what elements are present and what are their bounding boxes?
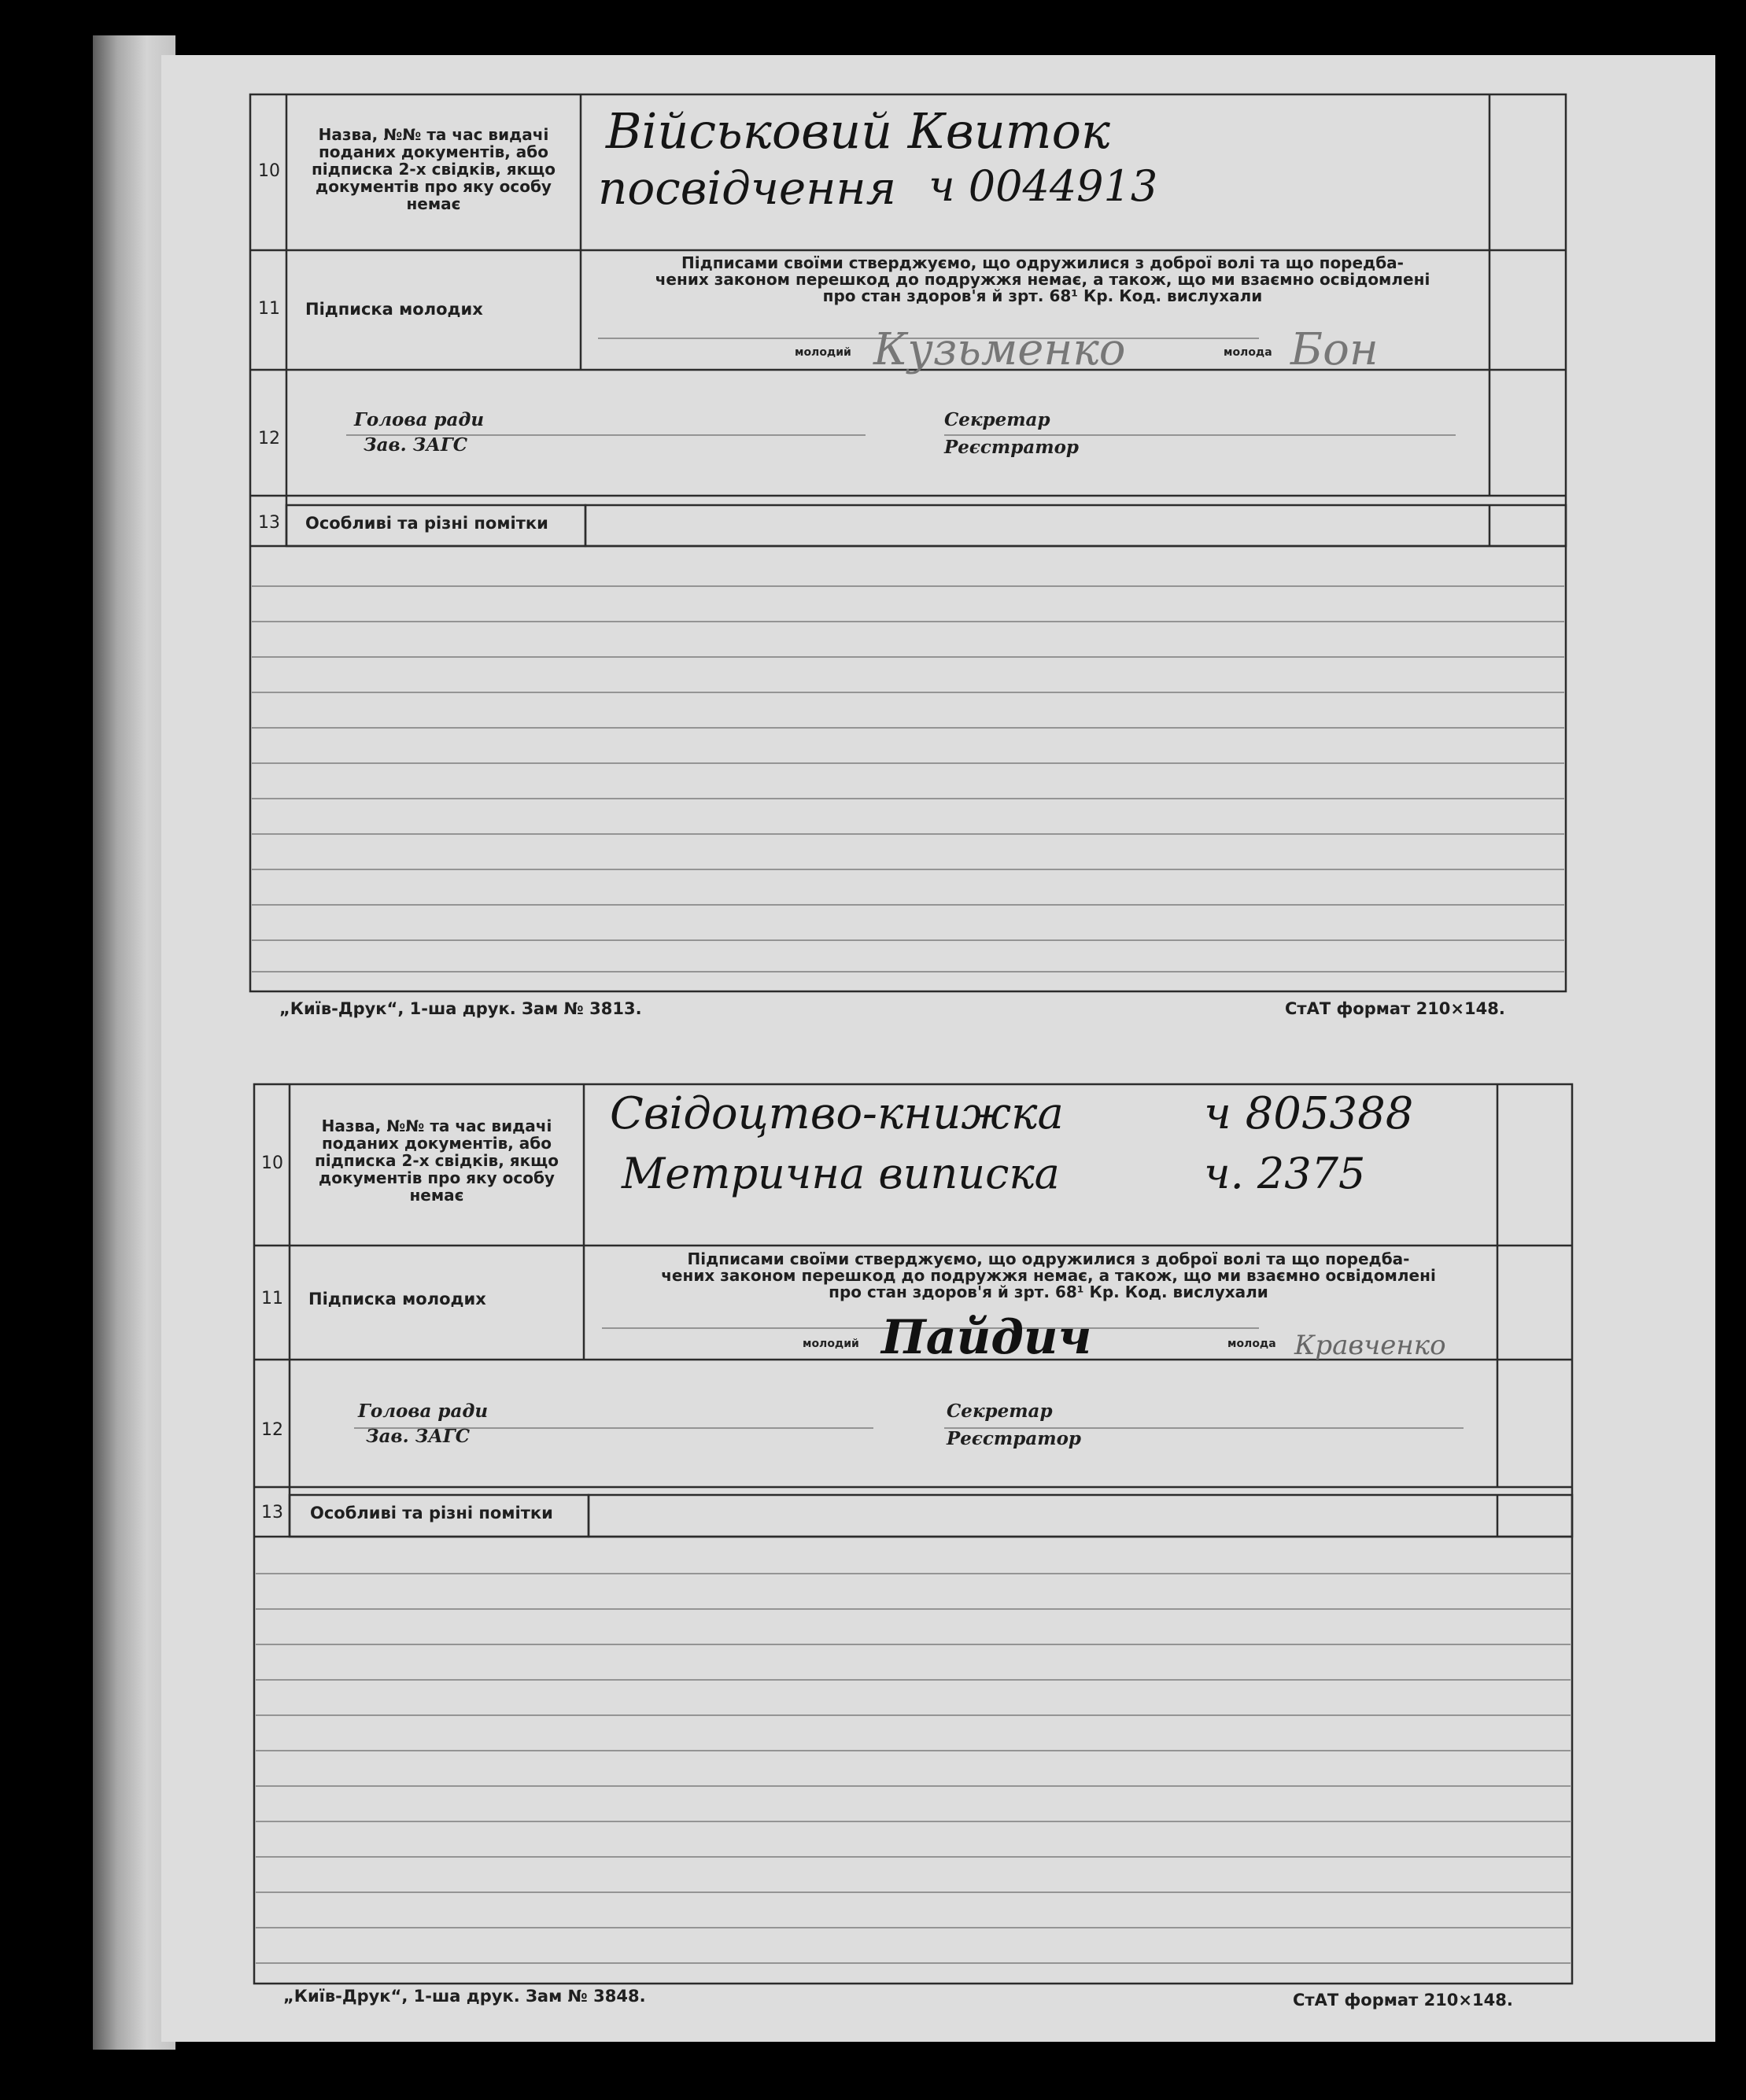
row-number: 11 — [258, 299, 280, 319]
zags-head-label: Зав. ЗАГС — [364, 434, 468, 456]
documents-label: Назва, №№ та час видачі поданих документів, або підписка 2-х свідків, якщо документів про яку особу немає — [311, 125, 556, 213]
row-number: 12 — [261, 1420, 283, 1440]
registrar-label: Реєстратор — [944, 437, 1080, 458]
secretary-label: Секретар — [944, 409, 1050, 430]
documents-label: Назва, №№ та час видачі поданих документів, або підписка 2-х свідків, якщо документів про яку особу немає — [314, 1116, 559, 1205]
row-number: 10 — [261, 1153, 283, 1173]
handwritten-document-number: ч 805388 — [1204, 1088, 1414, 1139]
handwritten-birth-extract: Метрична виписка — [622, 1149, 1060, 1198]
bride-label: молода — [1227, 1338, 1276, 1350]
handwritten-document-name: Військовий Квиток — [606, 102, 1110, 160]
council-head-label: Голова ради — [358, 1401, 489, 1422]
oath-text: Підписами своїми стверджуємо, що одружилися з доброї волі та що поредба- чених законом перешкод до подружжя немає, а також, що ми взаємно освідомлені про стан здоров'я й зрт. 68¹ Кр. Код. вислухали — [655, 253, 1430, 305]
row-number: 12 — [258, 429, 280, 448]
row-number: 13 — [261, 1503, 283, 1522]
special-notes-label: Особливі та різні помітки — [305, 514, 548, 533]
format-imprint: СтАТ формат 210×148. — [1285, 999, 1505, 1018]
printer-imprint: „Київ-Друк“, 1-ша друк. Зам № 3813. — [279, 999, 642, 1018]
row-number: 10 — [258, 161, 280, 181]
zags-head-label: Зав. ЗАГС — [366, 1426, 471, 1447]
handwritten-document-type: посвідчення — [598, 161, 897, 215]
format-imprint: СтАТ формат 210×148. — [1293, 1991, 1513, 2010]
groom-signature: Пайдич — [881, 1310, 1092, 1365]
row-number: 13 — [258, 513, 280, 533]
groom-label: молодий — [803, 1338, 859, 1350]
groom-signature: Кузьменко — [873, 324, 1126, 375]
newlyweds-signature-label: Підписка молодих — [308, 1290, 486, 1308]
printer-imprint: „Київ-Друк“, 1-ша друк. Зам № 3848. — [283, 1987, 646, 2006]
groom-label: молодий — [795, 346, 851, 359]
bride-signature: Бон — [1290, 324, 1379, 375]
handwritten-document-number: ч 0044913 — [928, 161, 1158, 211]
handwritten-document-name: Свідоцтво-книжка — [610, 1088, 1064, 1139]
newlyweds-signature-label: Підписка молодих — [305, 300, 483, 319]
bride-signature: Кравченко — [1294, 1330, 1446, 1361]
handwritten-extract-number: ч. 2375 — [1204, 1149, 1366, 1198]
council-head-label: Голова ради — [354, 409, 485, 430]
row-number: 11 — [261, 1289, 283, 1308]
registrar-label: Реєстратор — [947, 1428, 1082, 1449]
special-notes-label: Особливі та різні помітки — [310, 1504, 553, 1522]
bride-label: молода — [1224, 346, 1272, 359]
secretary-label: Секретар — [947, 1401, 1053, 1422]
oath-text: Підписами своїми стверджуємо, що одружилися з доброї волі та що поредба- чених законом перешкод до подружжя немає, а також, що ми взаємно освідомлені про стан здоров'я й зрт. 68¹ Кр. Код. вислухали — [661, 1249, 1436, 1301]
